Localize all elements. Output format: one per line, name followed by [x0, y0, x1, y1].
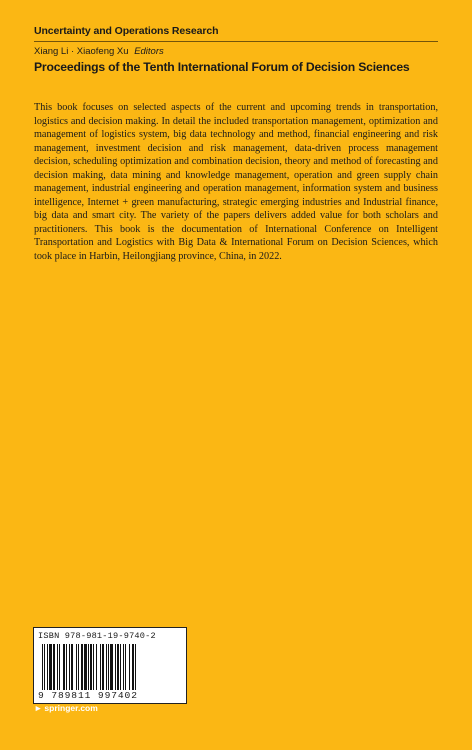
book-title: Proceedings of the Tenth International Forum of Decision Sciences	[34, 60, 410, 74]
barcode-icon	[42, 644, 178, 690]
barcode-digits: 9 789811 997402	[38, 690, 138, 701]
series-title: Uncertainty and Operations Research	[34, 25, 219, 37]
barcode-box	[33, 627, 187, 704]
editors-line	[34, 46, 164, 57]
arrow-icon: ►	[34, 703, 43, 713]
editors-role: Editors	[134, 46, 164, 57]
publisher-url: springer.com	[44, 703, 98, 713]
publisher-link[interactable]	[34, 703, 98, 713]
isbn-label: ISBN 978-981-19-9740-2	[38, 631, 156, 641]
back-cover-blurb: This book focuses on selected aspects of the current and upcoming trends in transportation, logistics and decision making. In detail the included transportation management, optimization and management of logistics system, big data technology and method, financial engineering and risk management, investment decision and risk management, data-driven process management decision, scheduling optimization and combination decision, theory and method of forecasting and decision making, data mining and knowledge management, operation and green supply chain management, industrial engineering and operation management, information system and business intelligence, Internet + green manufacturing, strategic emerging industries and Industrial finance, big data and smart city. The variety of the papers delivers added value for both scholars and practitioners. This book is the documentation of International Conference on Intelligent Transportation and Logistics with Big Data & International Forum on Decision Sciences, which took place in Harbin, Heilongjiang province, China, in 2022.	[34, 102, 438, 262]
divider-rule	[34, 41, 438, 42]
editor-names: Xiang Li · Xiaofeng Xu	[34, 46, 129, 57]
